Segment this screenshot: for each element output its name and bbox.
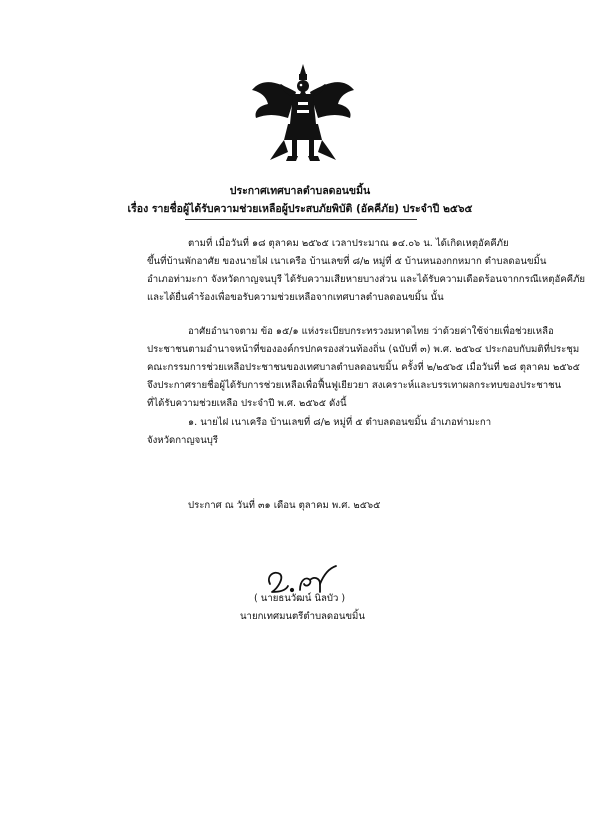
paragraph-2-line-5: ที่ได้รับความช่วยเหลือ ประจำปี พ.ศ. ๒๕๖๕ ดังนี้ <box>147 398 347 409</box>
signer-name: ( นายธนวัฒน์ นิลบัว ) <box>254 593 346 604</box>
garuda-emblem-icon <box>248 62 358 162</box>
recipient-list-item: ๑. นายไฝ เนาเครือ บ้านเลขที่ ๘/๒ หมู่ที่ ๕ ตำบลดอนขมิ้น อำเภอท่ามะกา <box>188 417 492 428</box>
paragraph-1-line-1: ตามที่ เมื่อวันที่ ๑๘ ตุลาคม ๒๕๖๕ เวลาประมาณ ๑๔.๐๖ น. ได้เกิดเหตุอัคคีภัย <box>188 238 509 249</box>
paragraph-2-line-2: ประชาชนตามอำนาจหน้าที่ขององค์กรปกครองส่วนท้องถิ่น (ฉบับที่ ๓) พ.ศ. ๒๕๖๔ ประกอบกับมติที่ประชุม <box>147 344 580 355</box>
announcement-subject: เรื่อง รายชื่อผู้ได้รับความช่วยเหลือผู้ประสบภัยพิบัติ (อัคคีภัย) ประจำปี ๒๕๖๕ <box>127 203 473 215</box>
announce-date: ประกาศ ณ วันที่ ๓๑ เดือน ตุลาคม พ.ศ. ๒๕๖๕ <box>188 500 381 511</box>
announcement-title: ประกาศเทศบาลตำบลดอนขมิ้น <box>229 185 371 197</box>
signer-position: นายกเทศมนตรีตำบลดอนขมิ้น <box>240 611 365 622</box>
paragraph-1-line-2: ขึ้นที่บ้านพักอาศัย ของนายไฝ เนาเครือ บ้านเลขที่ ๘/๒ หมู่ที่ ๕ บ้านหนองกกหมาก ตำบลดอนขมิ้น <box>147 256 547 267</box>
title-divider <box>185 219 417 220</box>
paragraph-2-line-3: คณะกรรมการช่วยเหลือประชาชนของเทศบาลตำบลดอนขมิ้น ครั้งที่ ๒/๒๕๖๕ เมื่อวันที่ ๒๘ ตุลาคม ๒๕๖๕ <box>147 362 580 373</box>
paragraph-1-line-3: อำเภอท่ามะกา จังหวัดกาญจนบุรี ได้รับความเสียหายบางส่วน และได้รับความเดือดร้อนจากกรณีเหตุอัคคีภัย <box>147 274 586 285</box>
paragraph-2-line-1: อาศัยอำนาจตาม ข้อ ๑๕/๑ แห่งระเบียบกระทรวงมหาดไทย ว่าด้วยค่าใช้จ่ายเพื่อช่วยเหลือ <box>188 326 554 337</box>
paragraph-1-line-4: และได้ยื่นคำร้องเพื่อขอรับความช่วยเหลือจากเทศบาลตำบลดอนขมิ้น นั้น <box>147 292 444 303</box>
paragraph-2-line-4: จึงประกาศรายชื่อผู้ได้รับการช่วยเหลือเพื่อฟื้นฟูเยียวยา สงเคราะห์และบรรเทาผลกระทบของประชาชน <box>147 380 562 391</box>
recipient-list-item-cont: จังหวัดกาญจนบุรี <box>147 435 219 446</box>
